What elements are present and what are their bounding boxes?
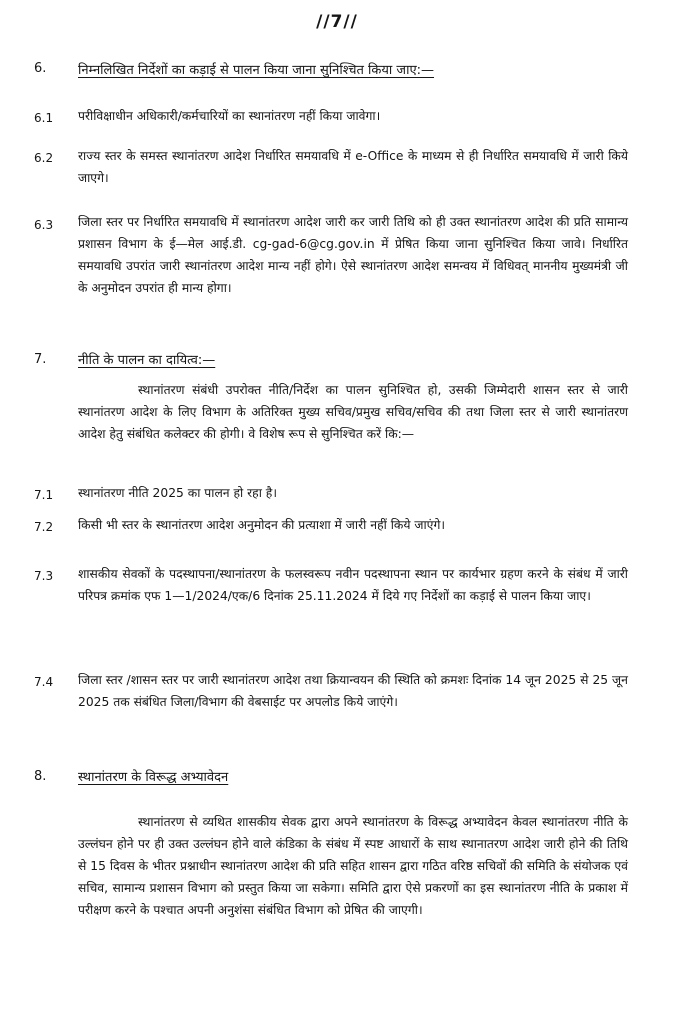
section-8-text: स्थानांतरण से व्यथित शासकीय सेवक द्वारा अपने स्थानांतरण के विरूद्ध अभ्यावेदन केवल स्थानांतरण नीति के उल्लंघन होने पर ही उक्त उल्लंघन होने वाले कंडिका के संबंध में स्पष्ट आधारों के साथ स्थानातरण आदेश जारी होने की तिथि से 15 दिवस के भीतर प्रश्नाधीन स्थानांतरण आदेश की प्रति सहित शासन द्वारा गठित वरिष्ठ सचिवों की समिति के संयोजक एवं सचिव, सामान्य प्रशासन विभाग को प्रस्तुत किया जा सकेगा। समिति द्वारा ऐसे प्रकरणों का इस स्थानांतरण नीति के प्रकाश में परीक्षण करने के पश्चात अपनी अनुशंसा संबंधित विभाग को प्रेषित की जाएगी।	[78, 815, 628, 917]
item-6-3-number: 6.3	[34, 218, 54, 232]
page-number: //7//	[316, 12, 358, 32]
section-6-title: निम्नलिखित निर्देशों का कड़ाई से पालन किया जाना सुनिश्चित किया जाए:—	[78, 63, 435, 78]
item-7-4-text: जिला स्तर /शासन स्तर पर जारी स्थानांतरण आदेश तथा क्रियान्वयन की स्थिति को क्रमशः दिनांक 14 जून 2025 से 25 जून 2025 तक संबंधित जिला/विभाग की वेबसाईट पर अपलोड किये जाएंगे।	[78, 673, 628, 709]
item-7-1-text: स्थानांतरण नीति 2025 का पालन हो रहा है।	[78, 486, 277, 500]
item-6-1-text: परीविक्षाधीन अधिकारी/कर्मचारियों का स्थानांतरण नहीं किया जावेगा।	[78, 109, 381, 123]
item-7-3-number: 7.3	[34, 569, 54, 583]
item-6-1-number: 6.1	[34, 111, 54, 125]
section-6-number: 6.	[34, 61, 47, 76]
item-7-4-number: 7.4	[34, 675, 54, 689]
section-7-title: नीति के पालन का दायित्व:—	[78, 353, 216, 368]
item-6-2-text: राज्य स्तर के समस्त स्थानांतरण आदेश निर्धारित समयावधि में e-Office के माध्यम से ही निर्धारित समयावधि में जारी किये जाएगे।	[78, 149, 628, 185]
section-7-intro: स्थानांतरण संबंधी उपरोक्त नीति/निर्देश का पालन सुनिश्चित हो, उसकी जिम्मेदारी शासन स्तर से जारी स्थानांतरण आदेश के लिए विभाग के अतिरिक्त मुख्य सचिव/प्रमुख सचिव/सचिव की तथा जिला स्तर से जारी स्थानांतरण आदेश हेतु संबंधित कलेक्टर की होगी। वे विशेष रूप से सुनिश्चित करें कि:—	[78, 383, 628, 441]
item-6-3-text: जिला स्तर पर निर्धारित समयावधि में स्थानांतरण आदेश जारी कर जारी तिथि को ही उक्त स्थानांतरण आदेश की प्रति सामान्य प्रशासन विभाग के ई—मेल आई.डी. cg-gad-6@cg.gov.in में प्रेषित किया जाना सुनिश्चित किया जावे। निर्धारित समयावधि उपरांत जारी स्थानांतरण आदेश मान्य नहीं होगे। ऐसे स्थानांतरण आदेश समन्वय में विधिवत् माननीय मुख्यमंत्री जी के अनुमोदन उपरांत ही मान्य होगा।	[78, 215, 628, 295]
item-7-1-number: 7.1	[34, 488, 54, 502]
section-7-number: 7.	[34, 352, 47, 367]
item-7-2-number: 7.2	[34, 520, 54, 534]
section-8-title: स्थानांतरण के विरूद्ध अभ्यावेदन	[78, 770, 229, 785]
item-6-2-number: 6.2	[34, 151, 54, 165]
item-7-3-text: शासकीय सेवकों के पदस्थापना/स्थानांतरण के फलस्वरूप नवीन पदस्थापना स्थान पर कार्यभार ग्रहण करने के संबंध में जारी परिपत्र क्रमांक एफ 1—1/2024/एक/6 दिनांक 25.11.2024 में दिये गए निर्देशों का कड़ाई से पालन किया जाए।	[78, 567, 628, 603]
section-8-number: 8.	[34, 769, 47, 784]
item-7-2-text: किसी भी स्तर के स्थानांतरण आदेश अनुमोदन की प्रत्याशा में जारी नहीं किये जाएंगे।	[78, 518, 446, 532]
